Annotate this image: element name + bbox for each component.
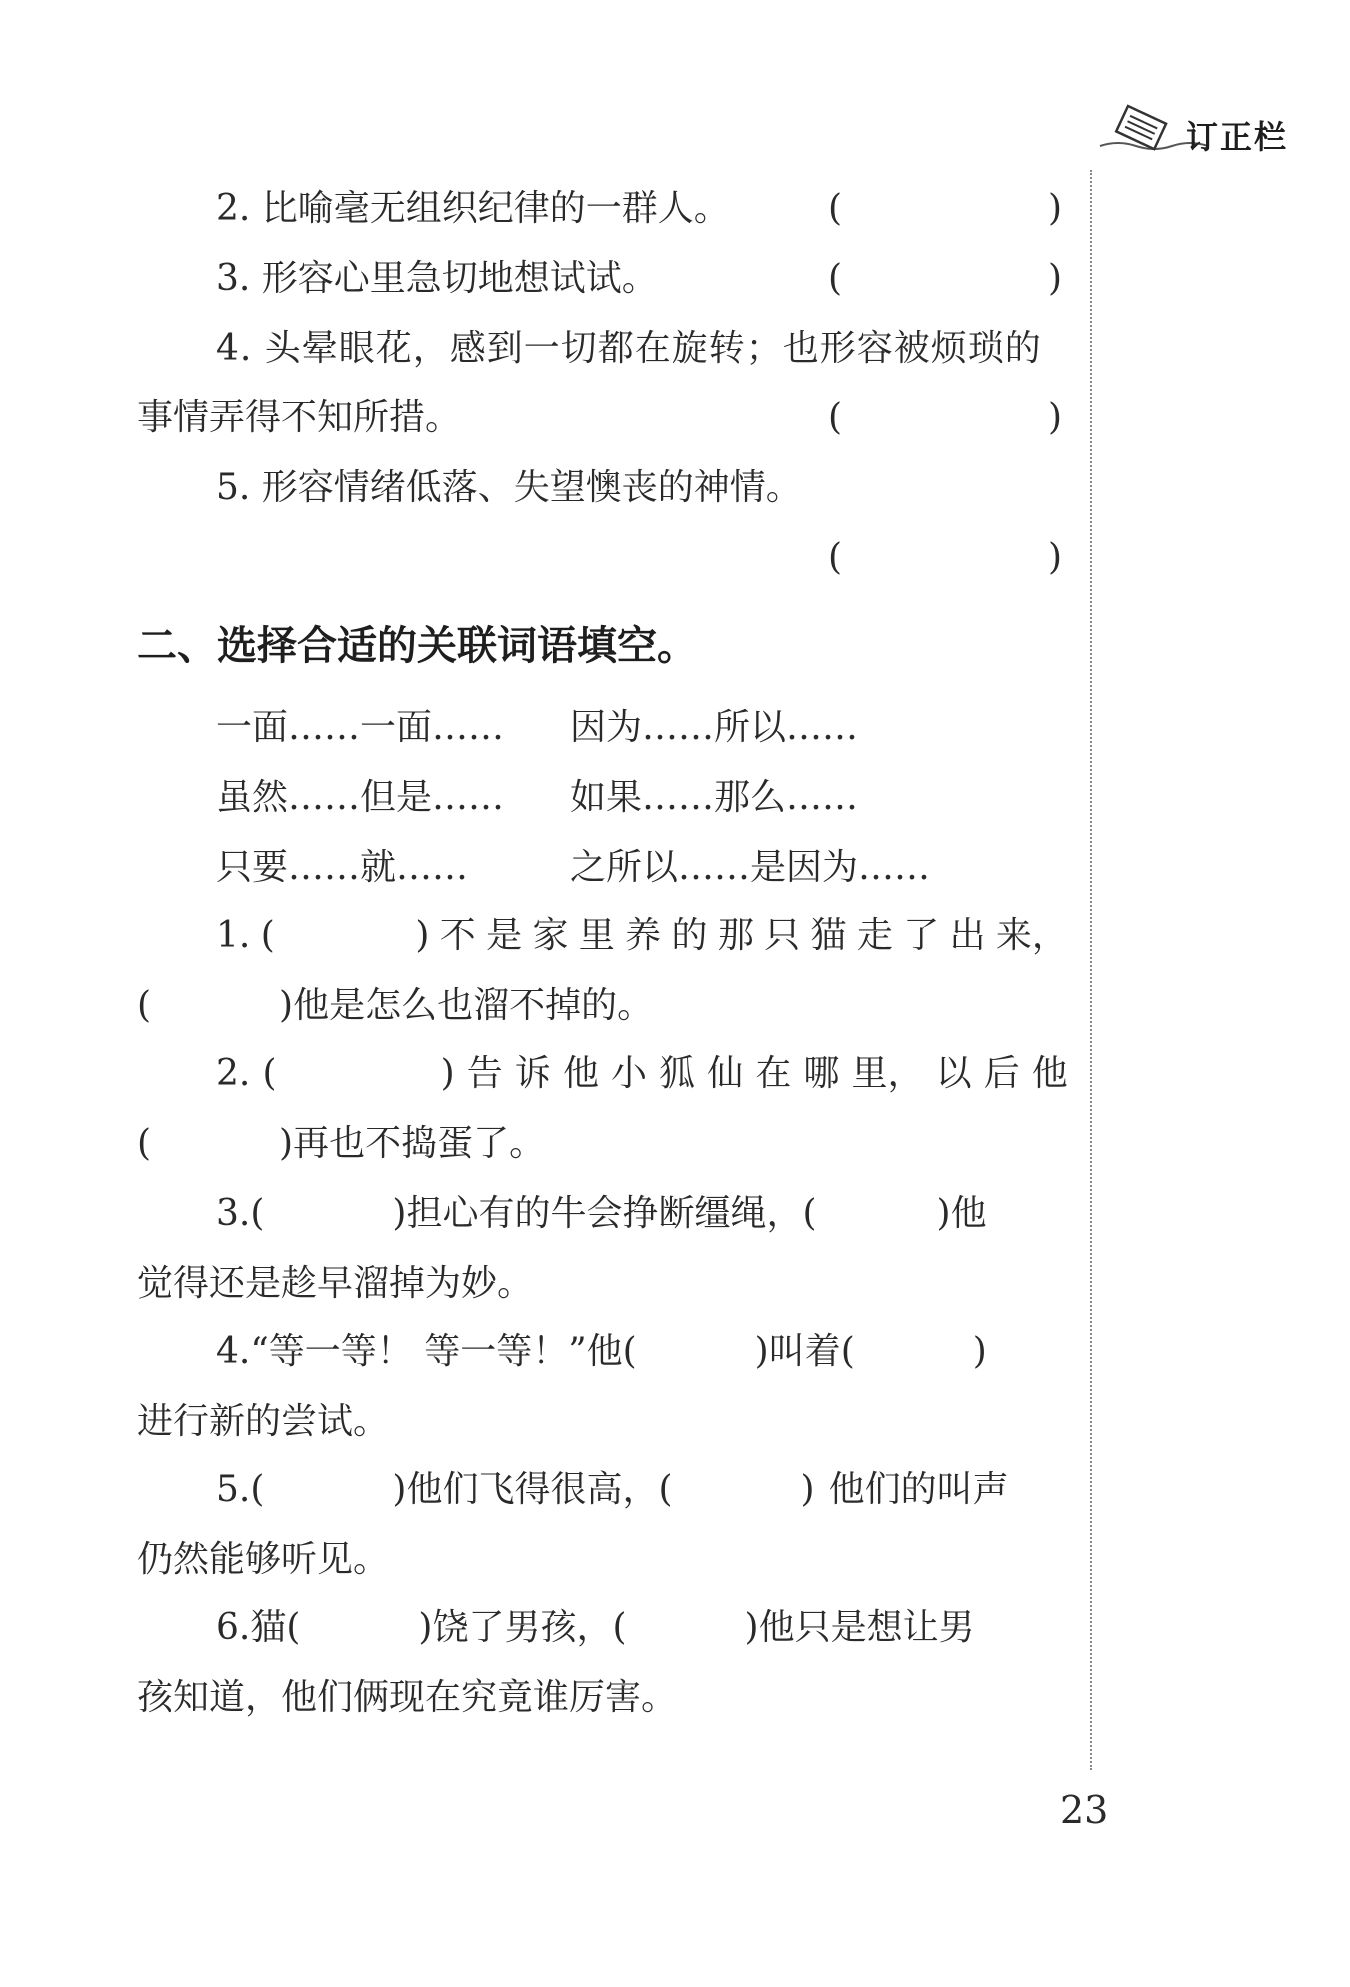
question-1-line1: 1. ( ) 不 是 家 里 养 的 那 只 猫 走 了 出 来， xyxy=(216,912,1068,960)
item-4-line2: 事情弄得不知所措。 xyxy=(137,397,462,438)
question-4-line2: 进行新的尝试。 xyxy=(137,1401,390,1442)
answer-paren-close: ) xyxy=(1048,188,1063,229)
question-2-line2: ( )再也不捣蛋了。 xyxy=(137,1123,546,1164)
question-1-line2: ( )他是怎么也溜不掉的。 xyxy=(137,985,654,1026)
answer-paren-close: ) xyxy=(1048,537,1063,578)
word-bank-item: 之所以……是因为…… xyxy=(570,847,931,888)
word-bank-item: 虽然……但是…… xyxy=(216,777,505,818)
answer-blank[interactable] xyxy=(285,912,405,960)
section-heading: 二、选择合适的关联词语填空。 xyxy=(137,623,697,669)
answer-paren-open: ( xyxy=(828,188,843,229)
item-3-text: 3. 形容心里急切地想试试。 xyxy=(216,258,658,299)
answer-paren-open: ( xyxy=(828,397,843,438)
answer-paren-open: ( xyxy=(828,258,843,299)
word-bank-item: 如果……那么…… xyxy=(570,777,859,818)
word-bank-item: 因为……所以…… xyxy=(570,707,859,748)
answer-paren-close: ) xyxy=(1048,397,1063,438)
question-5-line2: 仍然能够听见。 xyxy=(137,1539,390,1580)
margin-divider xyxy=(1090,170,1092,1770)
answer-paren-open: ( xyxy=(828,537,843,578)
item-5-text: 5. 形容情绪低落、失望懊丧的神情。 xyxy=(216,467,802,508)
question-3-line1: 3.( )担心有的牛会挣断缰绳，( )他 xyxy=(216,1193,987,1234)
question-2-line1: 2. ( ) 告 诉 他 小 狐 仙 在 哪 里， 以 后 他 xyxy=(216,1050,1068,1098)
item-4-line1: 4. 头晕眼花，感到一切都在旋转；也形容被烦琐的 xyxy=(216,328,1042,369)
page-number: 23 xyxy=(1060,1788,1109,1832)
question-4-line1: 4.“等一等！ 等一等！”他( )叫着( ) xyxy=(216,1331,987,1372)
answer-blank[interactable] xyxy=(289,1050,429,1098)
question-6-line1: 6.猫( )饶了男孩，( )他只是想让男 xyxy=(216,1607,975,1648)
question-3-line2: 觉得还是趁早溜掉为妙。 xyxy=(137,1263,534,1304)
question-6-line2: 孩知道，他们俩现在究竟谁厉害。 xyxy=(137,1677,678,1718)
correction-column-title: 订正栏 xyxy=(1186,118,1289,156)
item-2-text: 2. 比喻毫无组织纪律的一群人。 xyxy=(216,188,730,229)
question-5-line1: 5.( )他们飞得很高，( ) 他们的叫声 xyxy=(216,1469,1009,1510)
word-bank-item: 只要……就…… xyxy=(216,847,469,888)
word-bank-item: 一面……一面…… xyxy=(216,707,505,748)
answer-paren-close: ) xyxy=(1048,258,1063,299)
